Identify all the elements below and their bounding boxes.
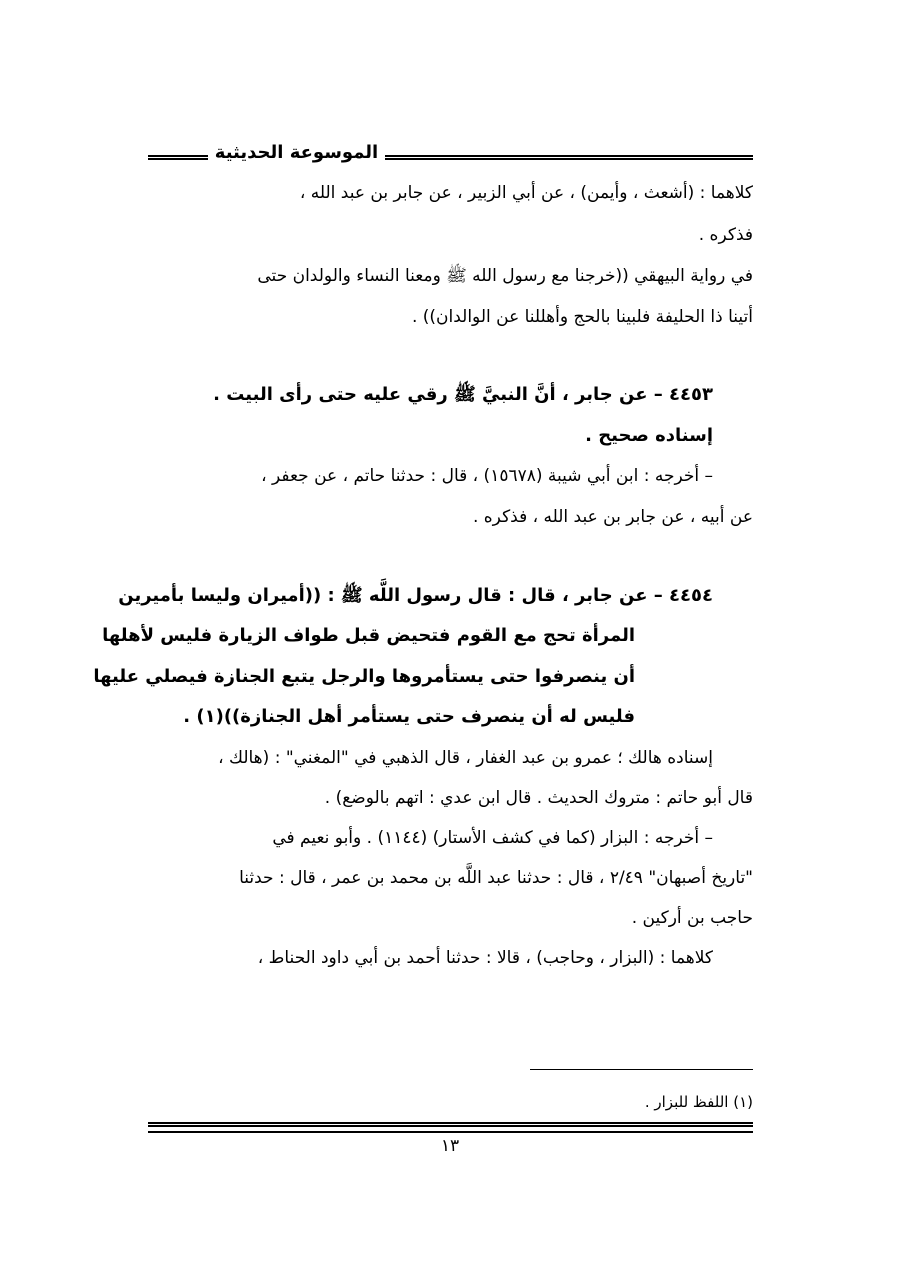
text-line: كلاهما : (أشعث ، وأيمن) ، عن أبي الزبير ، عن جابر بن عبد الله ، xyxy=(299,183,753,203)
text-line: عن أبيه ، عن جابر بن عبد الله ، فذكره . xyxy=(472,507,753,527)
footnote-rule xyxy=(530,1069,753,1070)
running-header-title: الموسوعة الحديثية xyxy=(214,142,379,163)
footer-rule xyxy=(148,1122,753,1133)
text-line: فذكره . xyxy=(698,225,753,245)
text-line: أتينا ذا الحليفة فلبينا بالحج وأهللنا عن الوالدان)) . xyxy=(411,307,753,327)
text-line: "تاريخ أصبهان" ٢/٤٩ ، قال : حدثنا عبد اللَّه بن محمد بن عمر ، قال : حدثنا xyxy=(239,868,753,888)
hadith-text-line: فليس له أن ينصرف حتى يستأمر أهل الجنازة))(١) . xyxy=(183,706,635,727)
header-rule-right xyxy=(385,155,753,160)
isnad-verdict: إسناده صحيح . xyxy=(585,425,713,446)
header-rule-left xyxy=(148,155,208,160)
text-line: في رواية البيهقي ((خرجنا مع رسول الله ﷺ ومعنا النساء والولدان حتى xyxy=(257,266,753,286)
text-line: – أخرجه : البزار (كما في كشف الأستار) (١١٤٤) . وأبو نعيم في xyxy=(272,828,713,848)
text-line: – أخرجه : ابن أبي شيبة (١٥٦٧٨) ، قال : حدثنا حاتم ، عن جعفر ، xyxy=(261,466,713,486)
hadith-heading: ٤٤٥٣ – عن جابر ، أنَّ النبيَّ ﷺ رقي عليه حتى رأى البيت . xyxy=(213,384,713,405)
text-line: كلاهما : (البزار ، وحاجب) ، قالا : حدثنا أحمد بن أبي داود الحناط ، xyxy=(257,948,713,968)
hadith-text-line: المرأة تحج مع القوم فتحيض قبل طواف الزيارة فليس لأهلها xyxy=(102,625,635,646)
page-number: ١٣ xyxy=(440,1136,460,1156)
text-line: حاجب بن أركين . xyxy=(631,908,753,928)
hadith-heading: ٤٤٥٤ – عن جابر ، قال : قال رسول اللَّه ﷺ : ((أميران وليسا بأميرين xyxy=(118,585,713,606)
isnad-verdict: إسناده هالك ؛ عمرو بن عبد الغفار ، قال الذهبي في "المغني" : (هالك ، xyxy=(218,748,713,768)
footnote: (١) اللفظ للبزار . xyxy=(644,1093,753,1111)
text-line: قال أبو حاتم : متروك الحديث . قال ابن عدي : اتهم بالوضع) . xyxy=(324,788,753,808)
hadith-text-line: أن ينصرفوا حتى يستأمروها والرجل يتبع الجنازة فيصلي عليها xyxy=(93,666,635,687)
